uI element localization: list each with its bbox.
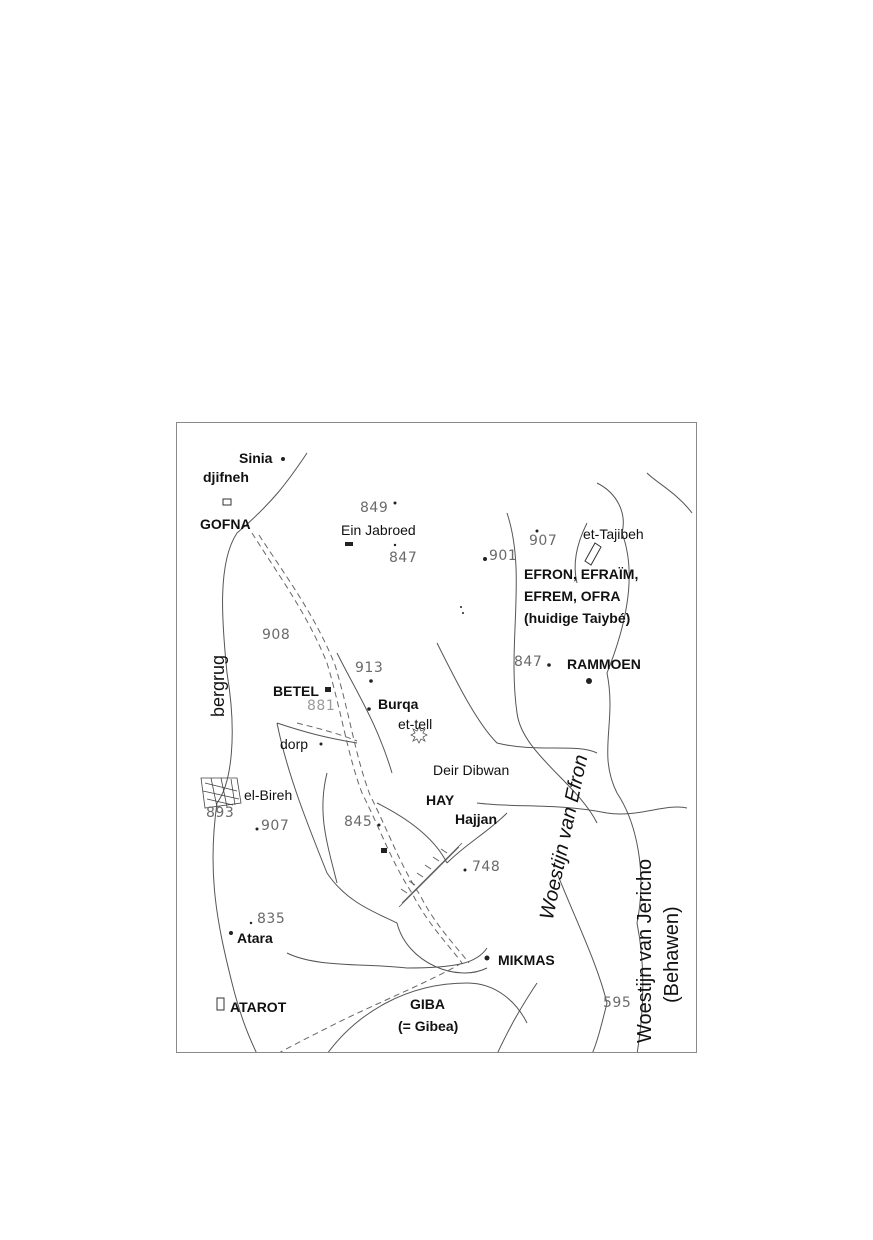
elevation-907-a: 907 [529,533,558,549]
marker-845 [378,824,381,827]
label-djifneh: djifneh [203,469,249,485]
label-efron-line2: EFREM, OFRA [524,588,621,604]
marker-e2 [462,612,464,614]
marker-847a [394,544,396,546]
elevation-595: 595 [603,995,632,1011]
label-betel: BETEL [273,683,319,699]
label-gibea: (= Gibea) [398,1018,459,1034]
elevation-913: 913 [355,660,384,676]
elevation-908: 908 [262,627,291,643]
marker-ein-jabroed [345,542,353,546]
stream-14 [377,803,447,863]
label-gofna: GOFNA [200,516,251,532]
marker-rammoen [586,678,592,684]
marker-835 [250,922,252,924]
elevation-748: 748 [472,859,501,875]
stream-9 [557,873,607,1053]
marker-913 [369,679,373,683]
label-efron-line3: (huidige Taiybé) [524,610,631,626]
marker-atara [229,931,233,935]
label-ein-jabroed: Ein Jabroed [341,522,416,538]
label-efron-line1: EFRON, EFRAÏM, [524,566,639,582]
marker-sinia [281,457,285,461]
label-rammoen: RAMMOEN [567,656,641,672]
label-dorp: dorp [280,736,309,752]
stream-12 [497,983,537,1053]
elevation-849: 849 [360,500,389,516]
marker-748 [464,869,467,872]
label-mikmas: MIKMAS [498,952,555,968]
elevation-907-b: 907 [261,818,290,834]
label-hajjan: Hajjan [455,811,498,827]
label-el-bireh: el-Bireh [244,787,293,803]
marker-901 [483,557,487,561]
label-giba: GIBA [410,996,445,1012]
streams [213,453,692,1053]
label-atara: Atara [237,930,273,946]
elevation-847-b: 847 [514,654,543,670]
label-burqa: Burqa [378,696,419,712]
marker-mikmas [485,956,490,961]
elevation-881: 881 [307,698,336,714]
marker-burqa [367,707,371,711]
marker-849 [394,502,397,505]
map-drawing [177,423,697,1053]
elevation-847-a: 847 [389,550,418,566]
label-woestijn-efron: Woestijn van Efron [536,752,593,922]
label-bergrug: bergrug [208,654,228,717]
marker-djifneh [223,499,231,505]
stream-2 [323,773,337,883]
marker-e1 [460,606,462,608]
marker-dorp [320,743,323,746]
marker-et-tajibeh [585,543,601,565]
stream-16 [647,473,692,513]
elevation-893: 893 [206,805,235,821]
label-atarot: ATAROT [230,999,287,1015]
marker-atarot [217,998,224,1010]
el-bireh-settlement [201,778,241,808]
label-woestijn-jericho: Woestijn van Jericho [634,858,656,1043]
label-hay: HAY [426,792,455,808]
marker-847b [547,663,551,667]
marker-betel [325,687,331,692]
map-frame [176,422,697,1053]
label-et-tajibeh: et-Tajibeh [583,526,644,542]
elevation-835: 835 [257,911,286,927]
marker-845b [381,848,387,853]
elevation-901: 901 [489,548,518,564]
stream-4 [397,923,487,973]
label-deir-dibwan: Deir Dibwan [433,762,510,778]
label-sinia: Sinia [239,450,273,466]
elevation-845: 845 [344,814,373,830]
ridge-stream-west-2 [213,803,257,1053]
label-et-tell: et-tell [398,716,433,732]
marker-907b [256,828,259,831]
label-behawen: (Behawen) [661,906,683,1003]
stream-1 [277,723,397,923]
stream-10 [287,948,487,968]
